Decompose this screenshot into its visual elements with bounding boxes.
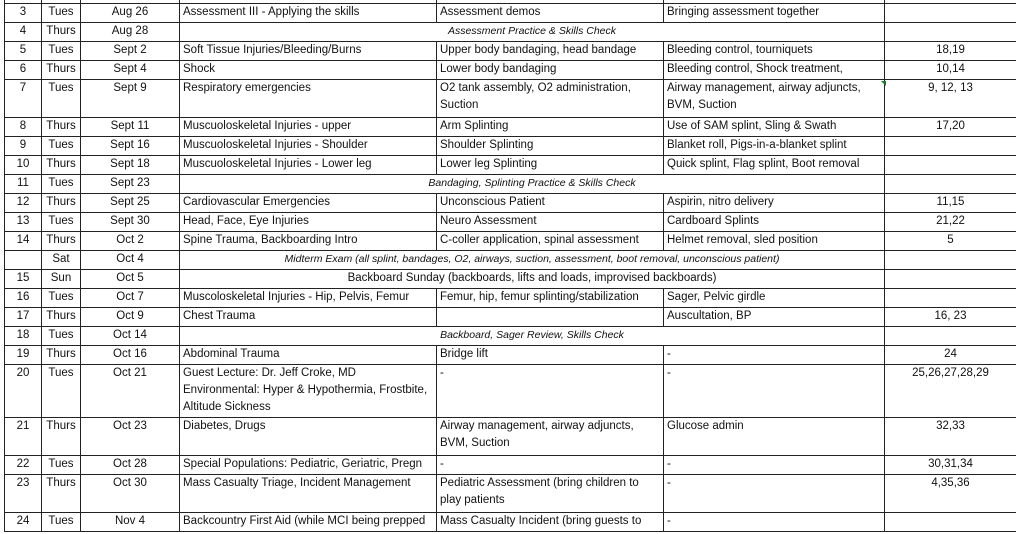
cell-day: Tues: [42, 289, 81, 308]
cell-skills: [437, 308, 664, 327]
table-row: [5, 456, 1016, 475]
cell-date: Oct 14: [81, 327, 180, 346]
cell-date: Oct 30: [81, 475, 180, 513]
cell-num: 9: [5, 137, 42, 156]
cell-day: Tues: [42, 513, 81, 532]
cell-date: Oct 28: [81, 456, 180, 475]
cell-date: Oct 23: [81, 418, 180, 456]
table-row: [5, 4, 1016, 23]
course-schedule-table: [4, 0, 1016, 532]
table-row: [5, 418, 1016, 456]
cell-topic: Soft Tissue Injuries/Bleeding/Burns: [180, 42, 437, 61]
cell-chapters: [885, 23, 1016, 42]
cell-comment-indicator: [881, 81, 886, 86]
cell-num: 18: [5, 327, 42, 346]
table-row: [5, 118, 1016, 137]
cell-date: Nov 4: [81, 513, 180, 532]
cell-skills: O2 tank assembly, O2 administration, Suction: [437, 80, 664, 118]
cell-chapters: [885, 251, 1016, 270]
cell-topic: Abdominal Trauma: [180, 346, 437, 365]
cell-chapters: [885, 137, 1016, 156]
cell-day: Sun: [42, 270, 81, 289]
table-row: [5, 213, 1016, 232]
cell-chapters: 4,35,36: [885, 475, 1016, 513]
cell-topic: Guest Lecture: Dr. Jeff Croke, MD Environmental: Hyper & Hypothermia, Frostbite, Altitude Sickness: [180, 365, 437, 418]
cell-skills: Femur, hip, femur splinting/stabilization: [437, 289, 664, 308]
cell-practical: Aspirin, nitro delivery: [664, 194, 885, 213]
table-row: [5, 365, 1016, 418]
cell-chapters: 11,15: [885, 194, 1016, 213]
cell-chapters: [885, 289, 1016, 308]
table-row: [5, 23, 1016, 42]
cell-skills: Shoulder Splinting: [437, 137, 664, 156]
cell-day: Thurs: [42, 418, 81, 456]
table-row: [5, 270, 1016, 289]
cell-chapters: 32,33: [885, 418, 1016, 456]
cell-day: Thurs: [42, 194, 81, 213]
table-row: [5, 137, 1016, 156]
cell-topic: Muscoloskeletal Injuries - Hip, Pelvis, Femur: [180, 289, 437, 308]
cell-skills: Bridge lift: [437, 346, 664, 365]
cell-day: Thurs: [42, 156, 81, 175]
cell-practical: -: [664, 456, 885, 475]
cell-topic: Head, Face, Eye Injuries: [180, 213, 437, 232]
cell-topic: Respiratory emergencies: [180, 80, 437, 118]
cell-day: Tues: [42, 4, 81, 23]
table-row: [5, 475, 1016, 513]
cell-merged: Bandaging, Splinting Practice & Skills Check: [180, 175, 885, 194]
cell-practical: Cardboard Splints: [664, 213, 885, 232]
cell-chapters: [885, 270, 1016, 289]
cell-skills: Neuro Assessment: [437, 213, 664, 232]
cell-chapters: 21,22: [885, 213, 1016, 232]
cell-date: Oct 5: [81, 270, 180, 289]
cell-date: Oct 16: [81, 346, 180, 365]
cell-chapters: 24: [885, 346, 1016, 365]
cell-date: Oct 21: [81, 365, 180, 418]
cell-date: Sept 4: [81, 61, 180, 80]
cell-day: Tues: [42, 175, 81, 194]
cell-practical: Glucose admin: [664, 418, 885, 456]
cell-topic: Spine Trauma, Backboarding Intro: [180, 232, 437, 251]
cell-topic: Backcountry First Aid (while MCI being prepped: [180, 513, 437, 532]
cell-topic: Cardiovascular Emergencies: [180, 194, 437, 213]
cell-practical: Bringing assessment together: [664, 4, 885, 23]
cell-merged-plain: Backboard Sunday (backboards, lifts and loads, improvised backboards): [180, 270, 885, 289]
cell-day: Tues: [42, 80, 81, 118]
table-row: [5, 80, 1016, 118]
cell-num: 12: [5, 194, 42, 213]
cell-practical: -: [664, 513, 885, 532]
cell-num: 7: [5, 80, 42, 118]
cell-chapters: 17,20: [885, 118, 1016, 137]
cell-day: Thurs: [42, 23, 81, 42]
cell-date: Aug 26: [81, 4, 180, 23]
cell-day: Thurs: [42, 346, 81, 365]
cell-skills: Mass Casualty Incident (bring guests to: [437, 513, 664, 532]
table-row: [5, 61, 1016, 80]
cell-practical: Use of SAM splint, Sling & Swath: [664, 118, 885, 137]
cell-topic: Diabetes, Drugs: [180, 418, 437, 456]
cell-topic: Muscuoloskeletal Injuries - upper: [180, 118, 437, 137]
cell-num: 8: [5, 118, 42, 137]
cell-topic: Mass Casualty Triage, Incident Management: [180, 475, 437, 513]
cell-practical: Quick splint, Flag splint, Boot removal: [664, 156, 885, 175]
cell-topic: Shock: [180, 61, 437, 80]
cell-practical: Bleeding control, tourniquets: [664, 42, 885, 61]
cell-day: Tues: [42, 213, 81, 232]
cell-date: Sept 23: [81, 175, 180, 194]
cell-day: Tues: [42, 137, 81, 156]
cell-practical: Auscultation, BP: [664, 308, 885, 327]
cell-topic: Assessment III - Applying the skills: [180, 4, 437, 23]
cell-day: Thurs: [42, 118, 81, 137]
cell-day: Thurs: [42, 475, 81, 513]
cell-chapters: [885, 327, 1016, 346]
cell-num: 21: [5, 418, 42, 456]
cell-practical: -: [664, 346, 885, 365]
cell-skills: Arm Splinting: [437, 118, 664, 137]
cell-num: 17: [5, 308, 42, 327]
cell-practical: Bleeding control, Shock treatment,: [664, 61, 885, 80]
cell-date: Sept 11: [81, 118, 180, 137]
cell-num: 6: [5, 61, 42, 80]
table-row: [5, 42, 1016, 61]
table-row: [5, 251, 1016, 270]
cell-day: Thurs: [42, 308, 81, 327]
cell-chapters: 9, 12, 13: [885, 80, 1016, 118]
cell-skills: Pediatric Assessment (bring children to play patients: [437, 475, 664, 513]
cell-merged: Assessment Practice & Skills Check: [180, 23, 885, 42]
cell-merged: Midterm Exam (all splint, bandages, O2, airways, suction, assessment, boot removal, unconscious patient): [180, 251, 885, 270]
cell-num: 5: [5, 42, 42, 61]
cell-date: Sept 18: [81, 156, 180, 175]
cell-date: Sept 9: [81, 80, 180, 118]
cell-practical: Helmet removal, sled position: [664, 232, 885, 251]
cell-skills: Lower body bandaging: [437, 61, 664, 80]
cell-skills: Upper body bandaging, head bandage: [437, 42, 664, 61]
cell-date: Sept 2: [81, 42, 180, 61]
cell-chapters: 16, 23: [885, 308, 1016, 327]
table-row: [5, 289, 1016, 308]
cell-topic: Muscuoloskeletal Injuries - Lower leg: [180, 156, 437, 175]
cell-num: 13: [5, 213, 42, 232]
cell-skills: Lower leg Splinting: [437, 156, 664, 175]
table-row: [5, 308, 1016, 327]
cell-num: [5, 251, 42, 270]
cell-practical: -: [664, 475, 885, 513]
table-row: [5, 327, 1016, 346]
cell-date: Oct 9: [81, 308, 180, 327]
cell-num: 23: [5, 475, 42, 513]
cell-chapters: 30,31,34: [885, 456, 1016, 475]
cell-chapters: 5: [885, 232, 1016, 251]
cell-day: Tues: [42, 327, 81, 346]
cell-day: Sat: [42, 251, 81, 270]
cell-num: 15: [5, 270, 42, 289]
table-row: [5, 346, 1016, 365]
cell-chapters: [885, 513, 1016, 532]
cell-chapters: 25,26,27,28,29: [885, 365, 1016, 418]
cell-chapters: 18,19: [885, 42, 1016, 61]
cell-num: 24: [5, 513, 42, 532]
table-row: [5, 156, 1016, 175]
cell-day: Tues: [42, 42, 81, 61]
cell-practical: Sager, Pelvic girdle: [664, 289, 885, 308]
cell-topic: Special Populations: Pediatric, Geriatric, Pregn: [180, 456, 437, 475]
cell-date: Oct 2: [81, 232, 180, 251]
cell-date: Sept 30: [81, 213, 180, 232]
cell-num: 11: [5, 175, 42, 194]
cell-num: 19: [5, 346, 42, 365]
cell-day: Tues: [42, 456, 81, 475]
cell-skills: Unconscious Patient: [437, 194, 664, 213]
cell-practical: -: [664, 365, 885, 418]
cell-date: Oct 4: [81, 251, 180, 270]
cell-merged: Backboard, Sager Review, Skills Check: [180, 327, 885, 346]
cell-practical: Blanket roll, Pigs-in-a-blanket splint: [664, 137, 885, 156]
cell-date: Sept 16: [81, 137, 180, 156]
cell-num: 3: [5, 4, 42, 23]
cell-chapters: [885, 4, 1016, 23]
cell-topic: Muscuoloskeletal Injuries - Shoulder: [180, 137, 437, 156]
cell-chapters: [885, 175, 1016, 194]
cell-skills: Assessment demos: [437, 4, 664, 23]
cell-day: Thurs: [42, 61, 81, 80]
table-row: [5, 175, 1016, 194]
cell-num: 16: [5, 289, 42, 308]
cell-date: Oct 7: [81, 289, 180, 308]
cell-num: 10: [5, 156, 42, 175]
cell-chapters: 10,14: [885, 61, 1016, 80]
cell-skills: Airway management, airway adjuncts, BVM, Suction: [437, 418, 664, 456]
table-row: [5, 194, 1016, 213]
table-row: [5, 513, 1016, 532]
cell-date: Sept 25: [81, 194, 180, 213]
table-row: [5, 232, 1016, 251]
cell-topic: Chest Trauma: [180, 308, 437, 327]
cell-skills: -: [437, 456, 664, 475]
cell-practical: Airway management, airway adjuncts, BVM, Suction: [664, 80, 885, 118]
cell-skills: C-coller application, spinal assessment: [437, 232, 664, 251]
cell-day: Tues: [42, 365, 81, 418]
cell-chapters: [885, 156, 1016, 175]
cell-skills: -: [437, 365, 664, 418]
cell-num: 20: [5, 365, 42, 418]
cell-num: 22: [5, 456, 42, 475]
cell-date: Aug 28: [81, 23, 180, 42]
cell-num: 4: [5, 23, 42, 42]
cell-num: 14: [5, 232, 42, 251]
cell-day: Thurs: [42, 232, 81, 251]
